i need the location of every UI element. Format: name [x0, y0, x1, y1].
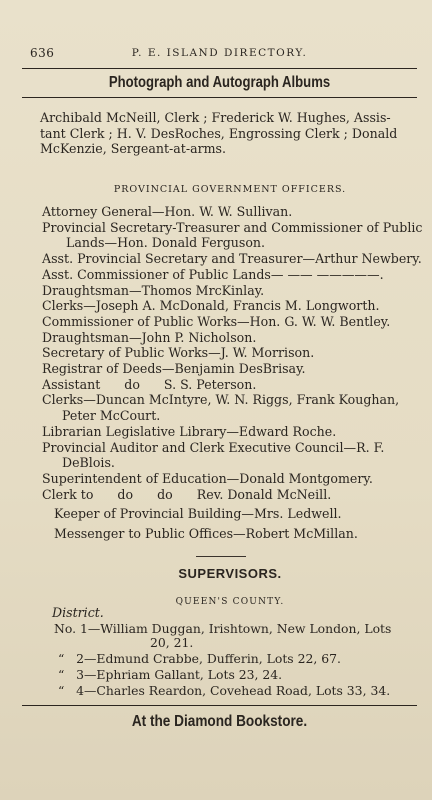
- supervisors-title: SUPERVISORS.: [178, 566, 282, 581]
- district-list: [40, 622, 418, 698]
- officer-line: Provincial Secretary-Treasurer and Commissioner of Public: [42, 219, 423, 235]
- officer-line: Keeper of Provincial Building—Mrs. Ledwell.: [54, 506, 342, 522]
- officer-line: Lands—Hon. Donald Ferguson.: [66, 235, 266, 251]
- intro-line: McKenzie, Sergeant-at-arms.: [40, 141, 227, 156]
- officer-line: Clerks—Duncan McIntyre, W. N. Riggs, Frank Koughan,: [42, 392, 400, 408]
- district-line: No. 1—William Duggan, Irishtown, New London, Lots: [54, 621, 392, 636]
- officers-title: PROVINCIAL GOVERNMENT OFFICERS.: [113, 184, 347, 195]
- officer-line: Messenger to Public Offices—Robert McMillan.: [54, 526, 358, 542]
- officer-line: Asst. Provincial Secretary and Treasurer—Arthur Newbery.: [42, 251, 422, 267]
- district-line: 20, 21.: [150, 635, 194, 650]
- advert-band-bottom: At the Diamond Bookstore.: [131, 713, 308, 730]
- district-line: “ 2—Edmund Crabbe, Dufferin, Lots 22, 67.: [58, 651, 341, 666]
- district-line: “ 3—Ephriam Gallant, Lots 23, 24.: [58, 667, 283, 682]
- intro-line: tant Clerk ; H. V. DesRoches, Engrossing Clerk ; Donald: [40, 125, 398, 141]
- officer-line: Provincial Auditor and Clerk Executive Council—R. F.: [42, 439, 385, 455]
- officer-line: DeBlois.: [62, 455, 115, 471]
- officer-line: Draughtsman—John P. Nicholson.: [42, 329, 257, 345]
- officer-line: Registrar of Deeds—Benjamin DesBrisay.: [42, 361, 306, 377]
- officer-line: Assistant do S. S. Peterson.: [42, 376, 257, 392]
- intro-paragraph: [40, 110, 420, 157]
- officer-line: Asst. Commissioner of Public Lands— —— —————.: [42, 266, 384, 282]
- officer-line: Clerks—Joseph A. McDonald, Francis M. Longworth.: [42, 298, 380, 314]
- footer-rule: [22, 705, 417, 706]
- page-header: [22, 44, 417, 64]
- officer-line: Peter McCourt.: [62, 408, 161, 424]
- county-heading: QUEEN'S COUNTY.: [175, 597, 285, 607]
- running-title: P. E. ISLAND DIRECTORY.: [131, 47, 308, 59]
- band-rule: [22, 97, 417, 98]
- district-line: “ 4—Charles Reardon, Covehead Road, Lots 33, 34.: [58, 683, 391, 698]
- officer-line: Secretary of Public Works—J. W. Morrison.: [42, 345, 315, 361]
- officer-line: Attorney General—Hon. W. W. Sullivan.: [42, 204, 293, 219]
- advert-band-top: Photograph and Autograph Albums: [108, 74, 331, 91]
- header-rule: [22, 68, 417, 69]
- officer-line: Librarian Legislative Library—Edward Roche.: [42, 423, 337, 439]
- officer-line: Commissioner of Public Works—Hon. G. W. W. Bentley.: [42, 313, 391, 329]
- page-number: 636: [30, 46, 55, 60]
- officers-list: [42, 204, 423, 542]
- officer-line: Draughtsman—Thomos MrcKinlay.: [42, 282, 265, 298]
- divider-rule: [196, 556, 246, 557]
- officer-line: Clerk to do do Rev. Donald McNeill.: [42, 486, 332, 502]
- officer-line: Superintendent of Education—Donald Montgomery.: [42, 470, 373, 486]
- district-label: District.: [52, 605, 104, 620]
- intro-line: Archibald McNeill, Clerk ; Frederick W. Hughes, Assis-: [40, 110, 391, 125]
